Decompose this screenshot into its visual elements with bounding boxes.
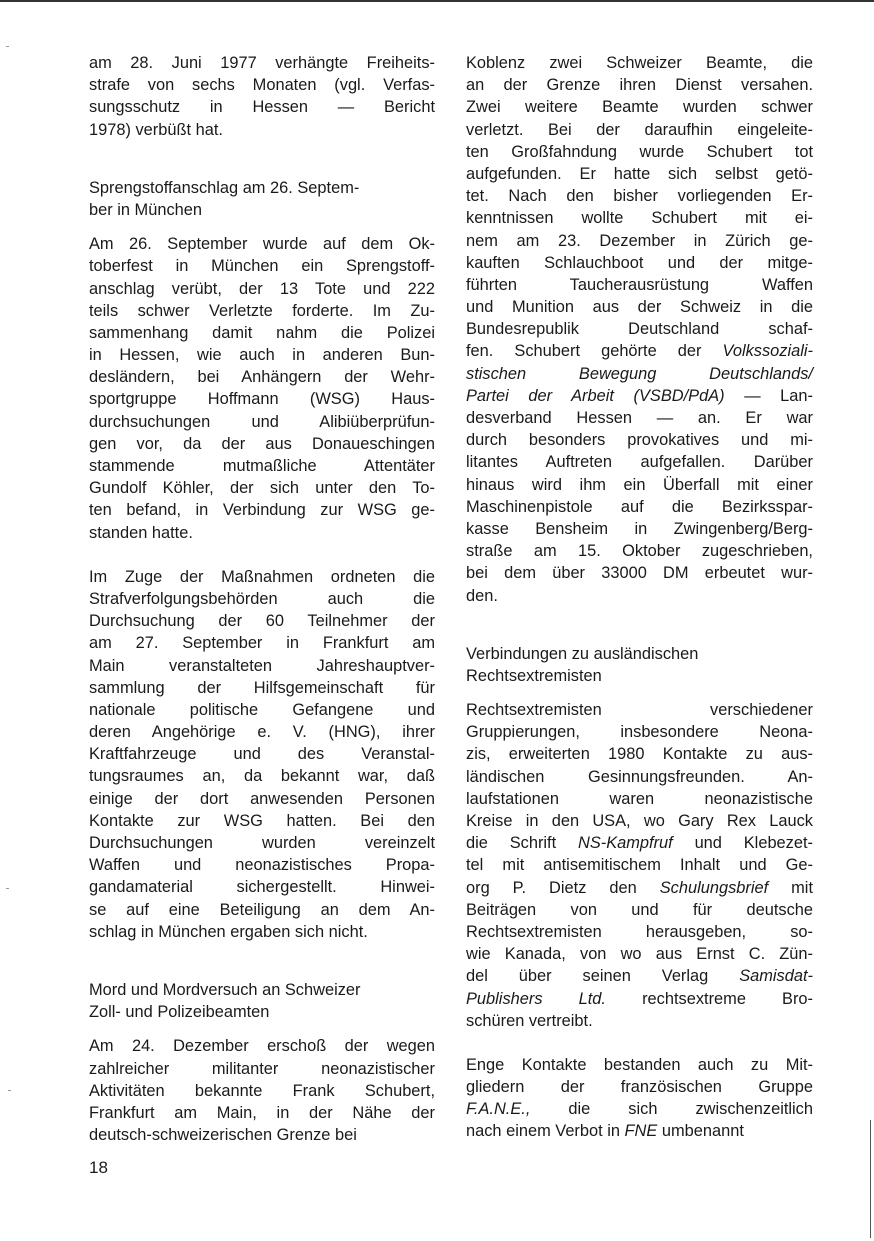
text-line: litantes Auftreten aufgefallen. Darüber <box>466 453 813 472</box>
text-line: desverband Hessen — an. Er war <box>466 409 813 427</box>
text-line: und Munition aus der Schweiz in die <box>466 298 813 317</box>
text-line: fen. Schubert gehörte der Volkssoziali- <box>466 342 813 361</box>
text-line: gliedern der französischen Gruppe <box>466 1078 813 1097</box>
text-line: se auf eine Beteiligung an dem An- <box>89 900 435 919</box>
block-spacer <box>89 1023 435 1035</box>
text-line: Beiträgen von und für deutsche <box>466 900 813 919</box>
text-line: einige der dort anwesenden Personen <box>89 789 435 808</box>
text-line: Main veranstalteten Jahreshauptver- <box>89 656 435 675</box>
paragraph <box>466 1054 813 1143</box>
text-line: aufgefunden. Er hatte sich selbst getö- <box>466 164 813 183</box>
text-line: Kreise in den USA, wo Gary Rex Lauck <box>466 812 813 830</box>
text-line: bei dem über 33000 DM erbeutet wur- <box>466 564 813 583</box>
block-spacer <box>89 544 435 566</box>
paragraph <box>89 52 435 141</box>
text-line: stischen Bewegung Deutschlands/ <box>466 364 813 383</box>
text-line: ten befand, in Verbindung zur WSG ge- <box>89 501 435 520</box>
text-line: gen vor, da der aus Donaueschingen <box>89 434 435 453</box>
text-line: hinaus wird ihm ein Überfall mit einer <box>466 475 813 494</box>
text-line: Frankfurt am Main, in der Nähe der <box>89 1103 435 1122</box>
paragraph <box>466 52 813 607</box>
text-line: Gruppierungen, insbesondere Neona- <box>466 723 813 742</box>
block-spacer <box>89 943 435 979</box>
text-line: laufstationen waren neonazistische <box>466 789 813 808</box>
text-line: Am 24. Dezember erschoß der wegen <box>89 1037 435 1056</box>
block-spacer <box>89 221 435 233</box>
text-line: strafe von sechs Monaten (vgl. Verfas- <box>89 76 435 95</box>
text-line: Durchsuchung der 60 Teilnehmer der <box>89 612 435 631</box>
right-text-column <box>466 52 813 1143</box>
text-line: an der Grenze ihren Dienst versahen. <box>466 76 813 95</box>
text-line: anschlag verübt, der 13 Tote und 222 <box>89 279 435 298</box>
block-spacer <box>89 141 435 177</box>
paragraph <box>89 566 435 943</box>
text-line: die Schrift NS-Kampfruf und Klebezet- <box>466 834 813 853</box>
section-heading <box>89 177 435 221</box>
text-line: Waffen und neonazistisches Propa- <box>89 856 435 875</box>
text-line: durchsuchungen und Alibiüberprüfun- <box>89 412 435 431</box>
paragraph <box>466 699 813 1032</box>
text-line: teils schwer Verletzte forderte. Im Zu- <box>89 301 435 320</box>
text-line: standen hatte. <box>89 523 193 542</box>
section-heading <box>89 979 435 1023</box>
text-line: straße am 15. Oktober zugeschrieben, <box>466 542 813 561</box>
scan-speck <box>6 46 9 47</box>
text-line: Am 26. September wurde auf dem Ok- <box>89 235 435 254</box>
text-line: Enge Kontakte bestanden auch zu Mit- <box>466 1055 813 1074</box>
text-line: Sprengstoffanschlag am 26. Septem- <box>89 178 360 197</box>
text-line: Rechtsextremisten <box>466 666 602 685</box>
text-line: Maschinenpistole auf die Bezirksspar- <box>466 497 813 516</box>
text-line: sungsschutz in Hessen — Bericht <box>89 98 435 117</box>
text-line: stammende mutmaßliche Attentäter <box>89 457 435 475</box>
text-line: tungsraumes an, da bekannt war, daß <box>89 767 435 786</box>
text-line: Mord und Mordversuch an Schweizer <box>89 980 361 999</box>
text-line: nationale politische Gefangene und <box>89 700 435 719</box>
text-line: deren Angehörige e. V. (HNG), ihrer <box>89 723 435 742</box>
scan-speck <box>6 888 9 889</box>
text-line: ländischen Gesinnungsfreunden. An- <box>466 767 813 786</box>
left-text-column <box>89 52 435 1146</box>
page-right-edge <box>870 1120 871 1238</box>
text-line: F.A.N.E., die sich zwischenzeitlich <box>466 1100 813 1119</box>
text-line: zis, erweiterten 1980 Kontakte zu aus- <box>466 745 813 764</box>
text-line: am 28. Juni 1977 verhängte Freiheits- <box>89 54 435 72</box>
text-line: toberfest in München ein Sprengstoff- <box>89 257 435 276</box>
text-line: Kontakte zur WSG hatten. Bei den <box>89 811 435 830</box>
text-line: Koblenz zwei Schweizer Beamte, die <box>466 54 813 72</box>
text-line: führten Taucherausrüstung Waffen <box>466 275 813 294</box>
text-line: tel mit antisemitischem Inhalt und Ge- <box>466 856 813 875</box>
section-heading <box>466 643 813 687</box>
paragraph <box>89 233 435 544</box>
text-line: schlag in München ergaben sich nicht. <box>89 922 368 941</box>
block-spacer <box>466 607 813 643</box>
text-line: org P. Dietz den Schulungsbrief mit <box>466 878 813 897</box>
text-line: kenntnissen wollte Schubert mit ei- <box>466 209 813 228</box>
text-line: Gundolf Köhler, der sich unter den To- <box>89 479 435 498</box>
text-line: gandamaterial sichergestellt. Hinwei- <box>89 878 435 897</box>
text-line: sportgruppe Hoffmann (WSG) Haus- <box>89 390 435 409</box>
text-line: am 27. September in Frankfurt am <box>89 634 435 653</box>
text-line: sammlung der Hilfsgemeinschaft für <box>89 678 435 697</box>
text-line: kauften Schlauchboot und der mitge- <box>466 253 813 272</box>
text-line: Publishers Ltd. rechtsextreme Bro- <box>466 989 814 1008</box>
text-line: Rechtsextremisten herausgeben, so- <box>466 922 813 941</box>
text-line: desländern, bei Anhängern der Wehr- <box>89 368 435 387</box>
page-number: 18 <box>89 1158 108 1177</box>
text-line: Zoll- und Polizeibeamten <box>89 1003 270 1022</box>
text-line: Verbindungen zu ausländischen <box>466 644 699 663</box>
text-line: Partei der Arbeit (VSBD/PdA) — Lan- <box>466 386 813 405</box>
text-line: den. <box>466 586 498 605</box>
text-line: durch besonders provokatives und mi- <box>466 431 813 450</box>
block-spacer <box>466 687 813 699</box>
text-line: ten Großfahndung wurde Schubert tot <box>466 142 813 161</box>
text-line: Im Zuge der Maßnahmen ordneten die <box>89 567 435 586</box>
text-line: tet. Nach den bisher vorliegenden Er- <box>466 187 813 206</box>
text-line: nem am 23. Dezember in Zürich ge- <box>466 231 813 250</box>
text-line: schüren vertreibt. <box>466 1011 593 1030</box>
page-top-border <box>0 0 874 2</box>
text-line: del über seinen Verlag Samisdat- <box>466 967 813 986</box>
text-line: Aktivitäten bekannte Frank Schubert, <box>89 1081 435 1100</box>
text-line: Durchsuchungen wurden vereinzelt <box>89 834 435 852</box>
scan-speck <box>8 1090 11 1091</box>
text-line: in Hessen, wie auch in anderen Bun- <box>89 346 435 365</box>
text-line: Bundesrepublik Deutschland schaf- <box>466 320 813 339</box>
block-spacer <box>466 1032 813 1054</box>
text-line: nach einem Verbot in FNE umbenannt <box>466 1122 744 1141</box>
text-line: verletzt. Bei der daraufhin eingeleite- <box>466 120 813 139</box>
text-line: 1978) verbüßt hat. <box>89 120 223 139</box>
text-line: Rechtsextremisten verschiedener <box>466 701 813 720</box>
text-line: sammenhang damit nahm die Polizei <box>89 323 435 342</box>
text-line: Strafverfolgungsbehörden auch die <box>89 589 435 608</box>
text-line: wie Kanada, von wo aus Ernst C. Zün- <box>466 945 813 964</box>
paragraph <box>89 1035 435 1146</box>
text-line: ber in München <box>89 200 202 219</box>
text-line: kasse Bensheim in Zwingenberg/Berg- <box>466 519 813 538</box>
text-line: Kraftfahrzeuge und des Veranstal- <box>89 745 435 764</box>
text-line: deutsch-schweizerischen Grenze bei <box>89 1126 357 1145</box>
text-line: Zwei weitere Beamte wurden schwer <box>466 98 813 117</box>
text-line: zahlreicher militanter neonazistischer <box>89 1059 435 1078</box>
